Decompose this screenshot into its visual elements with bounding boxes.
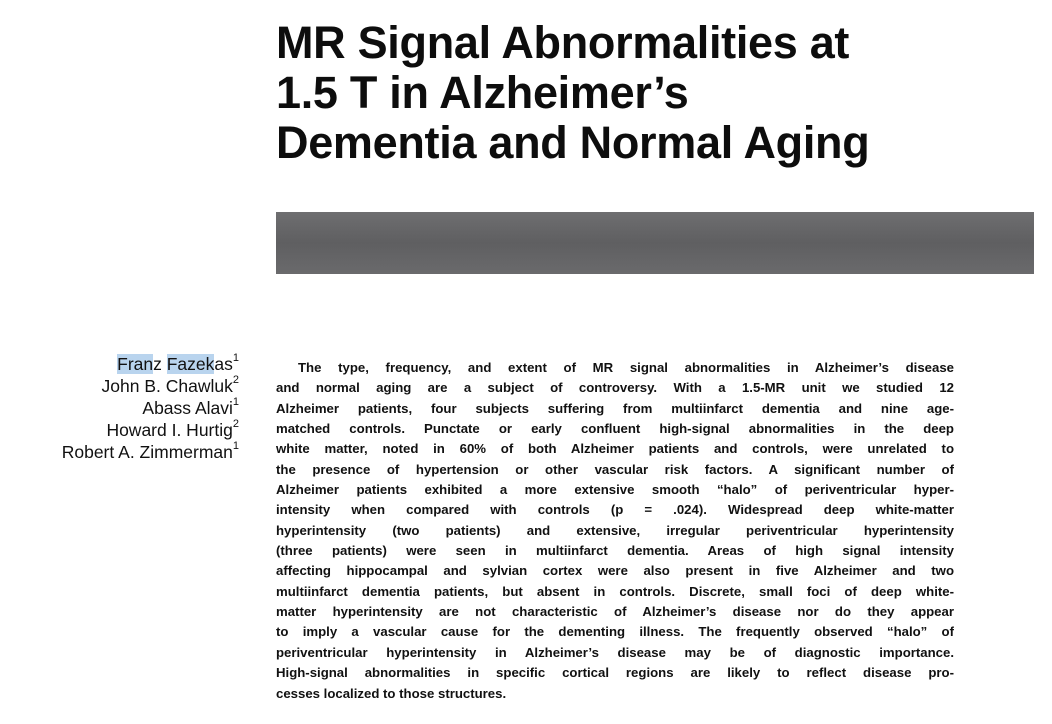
author-name[interactable]: Abass Alavi (142, 398, 233, 418)
author-name-part[interactable]: Fran (117, 354, 154, 374)
affiliation-marker: 1 (232, 352, 239, 365)
abstract-line[interactable]: Alzheimer patients, four subjects suffering from multiinfarct dementia and nine age- (276, 400, 954, 416)
abstract-line[interactable]: matched controls. Punctate or early confluent high-signal abnormalities in the deep (276, 421, 954, 437)
abstract-line[interactable]: The type, frequency, and extent of MR signal abnormalities in Alzheimer’s disease (298, 360, 954, 375)
author-name[interactable]: Robert A. Zimmerman (61, 442, 233, 462)
author-name-part[interactable]: z (153, 354, 167, 374)
title-line: MR Signal Abnormalities at (276, 17, 850, 68)
title-line: Dementia and Normal Aging (276, 117, 870, 168)
abstract-line[interactable]: (three patients) were seen in multiinfarct dementia. Areas of high signal intensity (276, 543, 954, 559)
abstract-line[interactable]: white matter, noted in 60% of both Alzheimer patients and controls, were unrelated to (276, 441, 954, 457)
affiliation-marker: 2 (232, 374, 239, 387)
abstract-line[interactable]: affecting hippocampal and sylvian cortex were also present in five Alzheimer and two (276, 563, 954, 579)
abstract-line[interactable]: Alzheimer patients exhibited a more extensive smooth “halo” of periventricular hyper- (276, 482, 954, 498)
author-fazekas[interactable] (62, 353, 239, 375)
author-alavi[interactable] (62, 397, 239, 419)
gray-band (276, 212, 1034, 274)
author-hurtig[interactable] (62, 419, 239, 441)
abstract-line[interactable]: periventricular hyperintensity in Alzheimer’s disease may be of diagnostic importance. (276, 644, 954, 660)
author-list (62, 353, 239, 463)
abstract-line[interactable]: hyperintensity (two patients) and extensive, irregular periventricular hyperintensity (276, 522, 954, 538)
affiliation-marker: 1 (232, 396, 239, 409)
article-title (276, 18, 1016, 168)
abstract-line[interactable]: to imply a vascular cause for the dementing illness. The frequently observed “halo” of (276, 624, 954, 640)
title-line: 1.5 T in Alzheimer’s (276, 67, 689, 118)
affiliation-marker: 2 (232, 418, 239, 431)
abstract-line[interactable]: High-signal abnormalities in specific cortical regions are likely to reflect disease pro- (276, 665, 954, 681)
author-name-part[interactable]: Fazek (166, 354, 215, 374)
abstract-line[interactable]: multiinfarct dementia patients, but absent in controls. Discrete, small foci of deep white- (276, 583, 954, 599)
author-name-part[interactable]: as (214, 354, 233, 374)
author-name[interactable]: Howard I. Hurtig (106, 420, 233, 440)
author-zimmerman[interactable] (62, 441, 239, 463)
author-name[interactable]: John B. Chawluk (101, 376, 233, 396)
abstract-line[interactable]: intensity when compared with controls (p = .024). Widespread deep white-matter (276, 502, 954, 518)
abstract-line[interactable]: cesses localized to those structures. (276, 685, 507, 701)
abstract-line[interactable]: matter hyperintensity are not characteristic of Alzheimer’s disease nor do they appear (276, 604, 954, 620)
abstract-line[interactable]: and normal aging are a subject of controversy. With a 1.5-MR unit we studied 12 (276, 380, 954, 396)
abstract-text[interactable] (276, 358, 954, 704)
abstract-line[interactable]: the presence of hypertension or other vascular risk factors. A significant number of (276, 461, 954, 477)
affiliation-marker: 1 (232, 440, 239, 453)
author-chawluk[interactable] (62, 375, 239, 397)
